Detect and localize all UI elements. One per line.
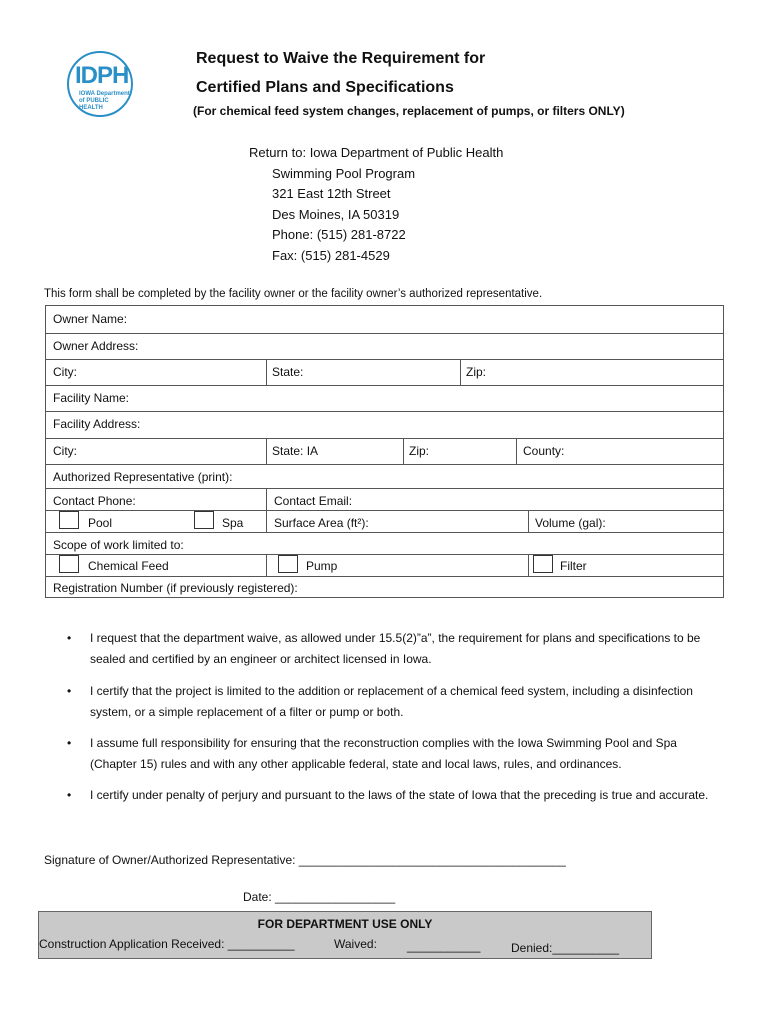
waived-label: Waived: <box>334 937 377 951</box>
denied-field[interactable]: Denied:__________ <box>511 941 620 955</box>
owner-address-field[interactable]: Owner Address: <box>53 339 139 353</box>
registration-number-field[interactable]: Registration Number (if previously registered): <box>53 581 298 595</box>
bullet-4: • <box>67 788 72 802</box>
return-program: Swimming Pool Program <box>272 166 416 181</box>
facility-city-field[interactable]: City: <box>53 444 77 458</box>
scope-label: Scope of work limited to: <box>53 538 184 552</box>
owner-name-field[interactable]: Owner Name: <box>53 312 128 326</box>
return-phone: Phone: (515) 281-8722 <box>272 227 406 242</box>
statement-4: I certify under penalty of perjury and pursuant to the laws of the state of Iowa that the preceding is true and accurate. <box>90 788 709 802</box>
pump-label: Pump <box>306 559 338 573</box>
statement-2: I certify that the project is limited to the addition or replacement of a chemical feed system, including a disinfection system, or a simple replacement of a filter or pump or both. <box>90 684 693 719</box>
chemical-feed-label: Chemical Feed <box>88 559 169 573</box>
return-fax: Fax: (515) 281-4529 <box>272 248 390 263</box>
facility-zip-field[interactable]: Zip: <box>409 444 430 458</box>
department-title: FOR DEPARTMENT USE ONLY <box>257 917 433 931</box>
pump-checkbox[interactable] <box>278 555 298 573</box>
return-street: 321 East 12th Street <box>272 186 391 201</box>
title-line-2: Certified Plans and Specifications <box>196 79 454 96</box>
volume-field[interactable]: Volume (gal): <box>535 516 606 530</box>
facility-name-field[interactable]: Facility Name: <box>53 391 130 405</box>
department-use-box <box>38 911 652 959</box>
facility-county-field[interactable]: County: <box>523 444 565 458</box>
logo-line-2: of PUBLIC HEALTH <box>79 98 109 111</box>
date-line[interactable]: Date: __________________ <box>243 890 396 904</box>
authorized-rep-field[interactable]: Authorized Representative (print): <box>53 470 233 484</box>
pool-checkbox[interactable] <box>59 511 79 529</box>
contact-phone-field[interactable]: Contact Phone: <box>53 494 136 508</box>
idph-logo <box>67 51 133 117</box>
title-line-1: Request to Waive the Requirement for <box>196 50 486 67</box>
owner-zip-field[interactable]: Zip: <box>466 365 487 379</box>
filter-label: Filter <box>560 559 587 573</box>
intro-text: This form shall be completed by the facility owner or the facility owner’s authorized representative. <box>44 288 543 300</box>
owner-city-field[interactable]: City: <box>53 365 77 379</box>
registration-form <box>45 305 724 598</box>
logo-line-1: IOWA Department <box>79 91 130 97</box>
filter-checkbox[interactable] <box>533 555 553 573</box>
signature-line[interactable]: Signature of Owner/Authorized Representative: ________________________________________ <box>44 853 566 867</box>
application-received-field[interactable]: Construction Application Received: __________ <box>39 937 295 951</box>
logo-subtext <box>79 91 131 112</box>
bullet-2: • <box>67 684 72 698</box>
bullet-3: • <box>67 736 72 750</box>
spa-checkbox[interactable] <box>194 511 214 529</box>
pool-label: Pool <box>88 516 113 530</box>
return-to-label: Return to: Iowa Department of Public Health <box>249 145 504 160</box>
bullet-1: • <box>67 631 72 645</box>
subtitle: (For chemical feed system changes, replacement of pumps, or filters ONLY) <box>193 104 625 118</box>
statement-1: I request that the department waive, as allowed under 15.5(2)”a”, the requirement for plans and specifications to be sealed and certified by an engineer or architect licensed in Iowa. <box>90 631 701 666</box>
waived-field[interactable]: ___________ <box>407 939 481 953</box>
facility-state-field[interactable]: State: IA <box>272 444 319 458</box>
owner-state-field[interactable]: State: <box>272 365 304 379</box>
statement-3: I assume full responsibility for ensuring that the reconstruction complies with the Iowa Swimming Pool and Spa (Chapter 15) rules and with any other applicable federal, state and local laws, rules, and ordinances. <box>90 736 677 771</box>
chemical-feed-checkbox[interactable] <box>59 555 79 573</box>
surface-area-field[interactable]: Surface Area (ft²): <box>274 516 369 530</box>
contact-email-field[interactable]: Contact Email: <box>274 494 353 508</box>
logo-initials: IDPH <box>75 62 129 89</box>
facility-address-field[interactable]: Facility Address: <box>53 417 141 431</box>
spa-label: Spa <box>222 516 244 530</box>
return-city: Des Moines, IA 50319 <box>272 207 400 222</box>
